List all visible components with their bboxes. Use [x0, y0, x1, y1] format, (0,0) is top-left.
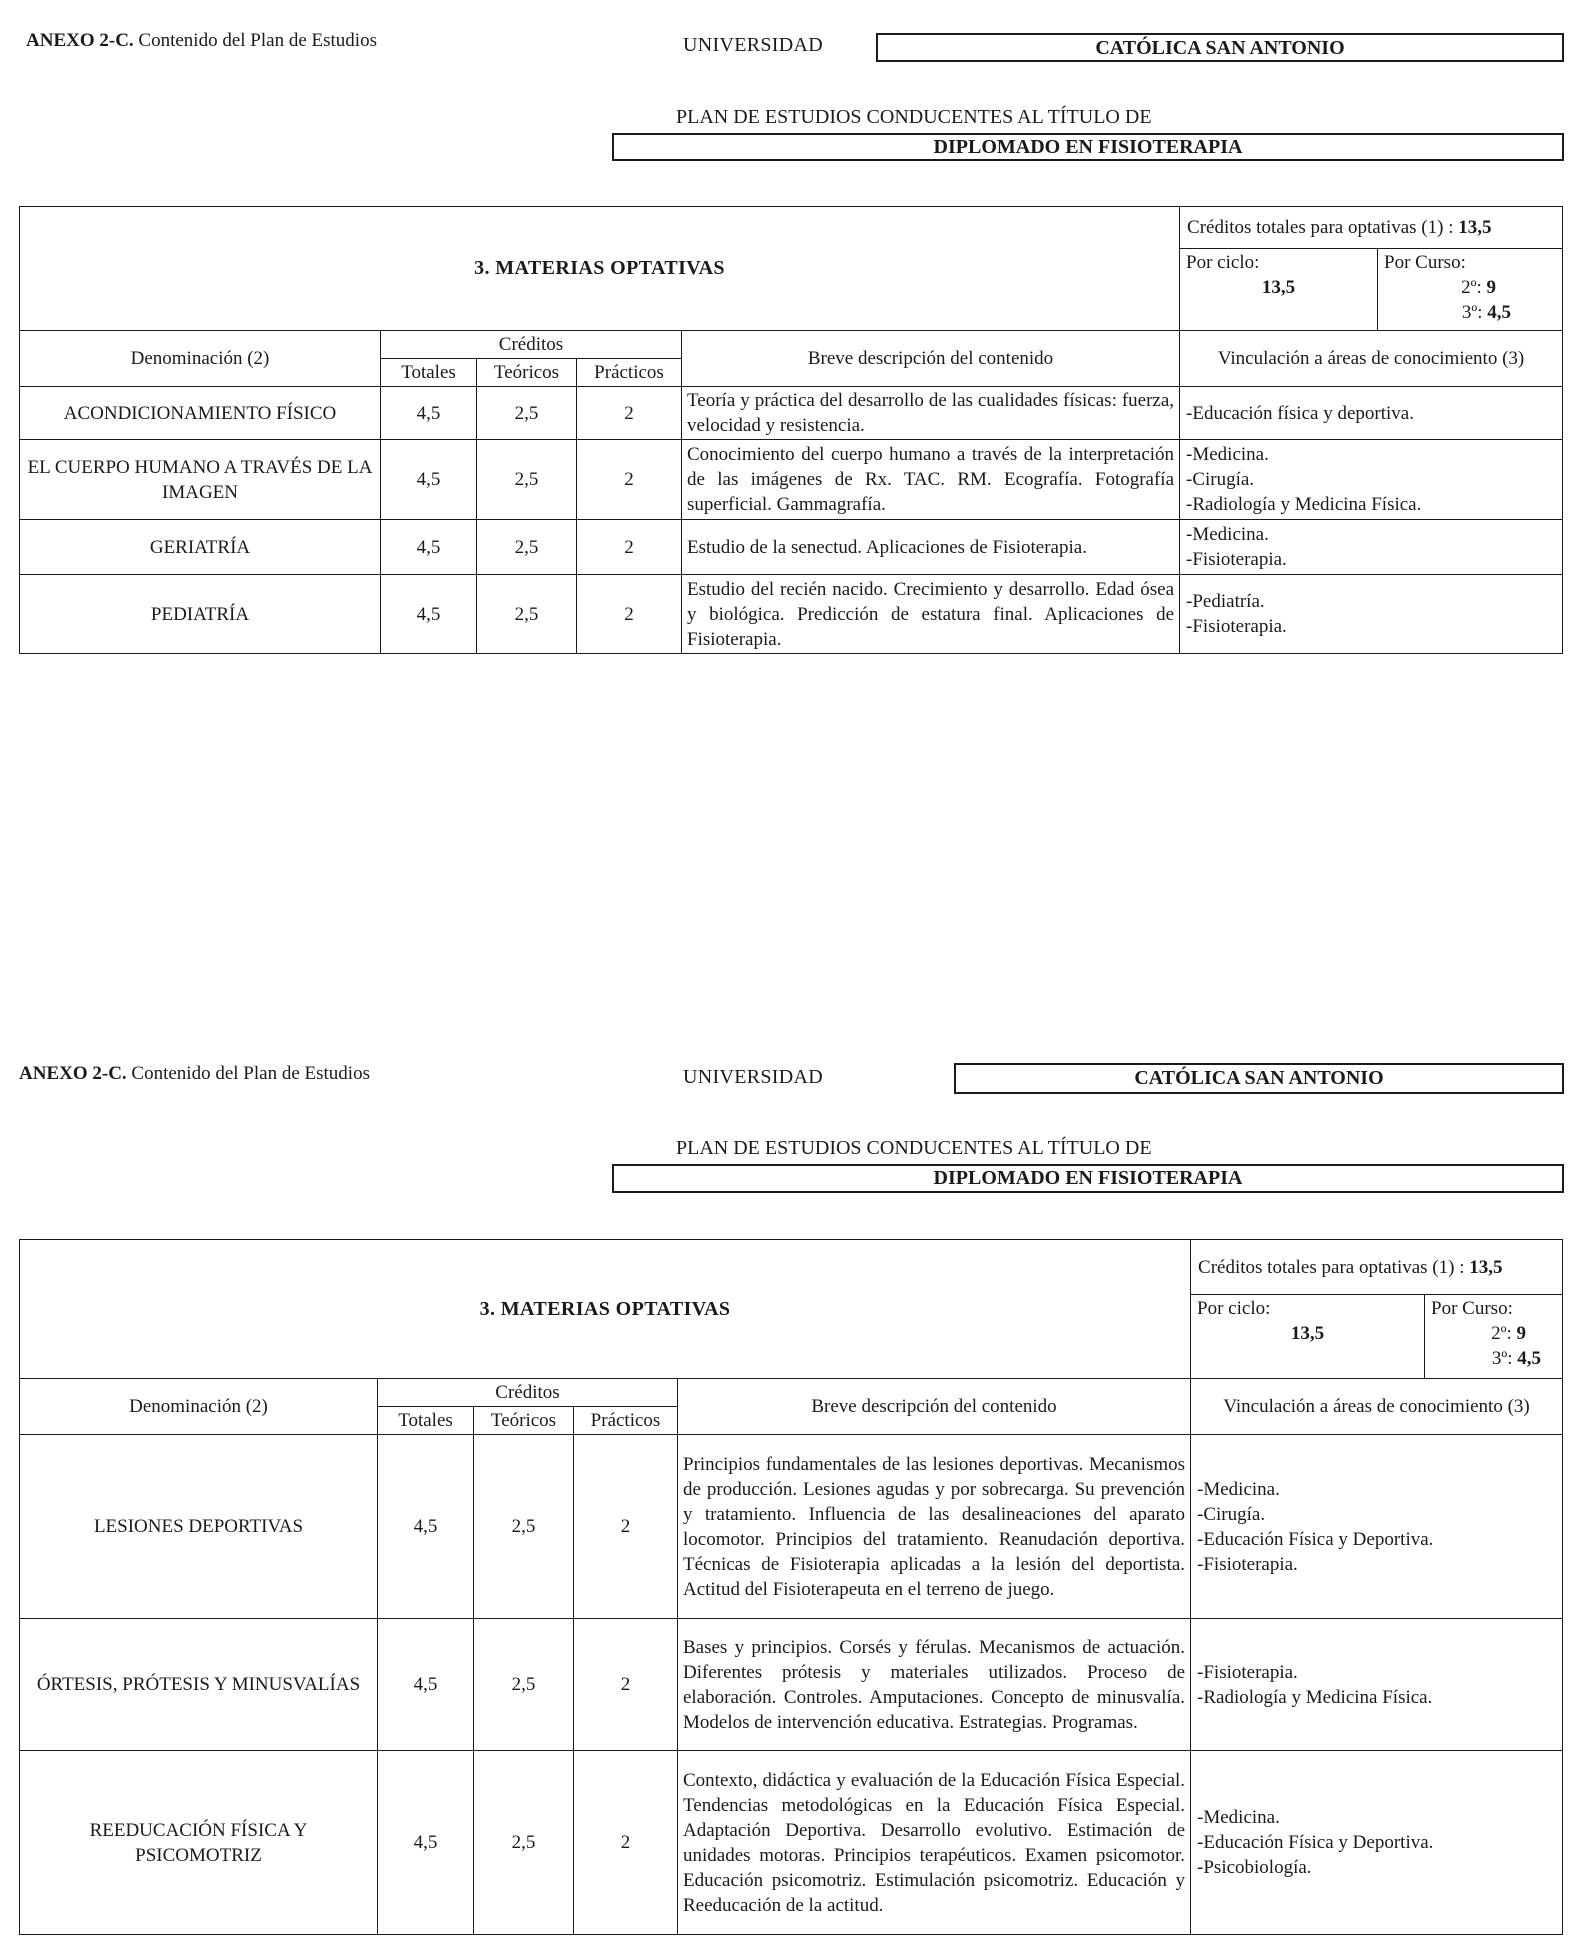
creditos-teoricos-value: 2,5	[474, 1619, 574, 1751]
por-ciclo-cell: Por ciclo: 13,5	[1191, 1295, 1425, 1379]
materia-name: PEDIATRÍA	[20, 575, 381, 654]
por-ciclo-cell: Por ciclo: 13,5	[1180, 249, 1378, 331]
col-descripcion: Breve descripción del contenido	[678, 1379, 1191, 1435]
table-row	[20, 575, 1563, 654]
creditos-practicos-value: 2	[577, 387, 682, 440]
materia-description: Teoría y práctica del desarrollo de las cualidades físicas: fuerza, velocidad y resistencia.	[682, 387, 1180, 440]
materia-description: Estudio de la senectud. Aplicaciones de Fisioterapia.	[682, 520, 1180, 575]
col-creditos: Créditos	[378, 1379, 678, 1407]
table-row	[20, 1619, 1563, 1751]
plan-estudios-line: PLAN DE ESTUDIOS CONDUCENTES AL TÍTULO DE	[676, 1137, 1152, 1159]
materia-description: Contexto, didáctica y evaluación de la Educación Física Especial. Tendencias metodológicas en la Educación Física Especial. Adaptación Deportiva. Desarrollo evolutivo. Estimación de unidades motoras. Principios terapéuticos. Examen psicomotor. Educación psicomotriz. Estimulación psicomotriz. Educación y Reeducación de la actitud.	[678, 1751, 1191, 1935]
materia-name: EL CUERPO HUMANO A TRAVÉS DE LA IMAGEN	[20, 440, 381, 520]
anexo-heading: ANEXO 2-C. Contenido del Plan de Estudios	[26, 30, 377, 51]
table-row	[20, 520, 1563, 575]
creditos-teoricos-value: 2,5	[477, 575, 577, 654]
creditos-practicos-value: 2	[577, 440, 682, 520]
creditos-practicos-value: 2	[574, 1435, 678, 1619]
materia-areas: -Medicina. -Educación Física y Deportiva. -Psicobiología.	[1191, 1751, 1563, 1935]
col-teoricos: Teóricos	[477, 359, 577, 387]
col-practicos: Prácticos	[574, 1407, 678, 1435]
section-title: 3. MATERIAS OPTATIVAS	[20, 207, 1180, 331]
creditos-teoricos-value: 2,5	[474, 1435, 574, 1619]
creditos-totales-value: 4,5	[381, 387, 477, 440]
creditos-totales-value: 4,5	[381, 440, 477, 520]
creditos-teoricos-value: 2,5	[477, 440, 577, 520]
materia-areas: -Fisioterapia. -Radiología y Medicina Física.	[1191, 1619, 1563, 1751]
creditos-practicos-value: 2	[577, 520, 682, 575]
creditos-practicos-value: 2	[574, 1751, 678, 1935]
creditos-teoricos-value: 2,5	[474, 1751, 574, 1935]
materia-areas: -Medicina. -Cirugía. -Radiología y Medicina Física.	[1180, 440, 1563, 520]
creditos-totales-value: 4,5	[381, 520, 477, 575]
creditos-totales-value: 4,5	[378, 1751, 474, 1935]
materias-optativas-table	[19, 206, 1563, 654]
col-denominacion: Denominación (2)	[20, 331, 381, 387]
materia-description: Conocimiento del cuerpo humano a través de la interpretación de las imágenes de Rx. TAC. RM. Ecografía. Fotografía superficial. Gammagrafía.	[682, 440, 1180, 520]
creditos-teoricos-value: 2,5	[477, 520, 577, 575]
materia-name: REEDUCACIÓN FÍSICA Y PSICOMOTRIZ	[20, 1751, 378, 1935]
col-totales: Totales	[378, 1407, 474, 1435]
materia-description: Estudio del recién nacido. Crecimiento y desarrollo. Edad ósea y biológica. Predicción de estatura final. Aplicaciones de Fisioterapia.	[682, 575, 1180, 654]
universidad-label: UNIVERSIDAD	[683, 1066, 823, 1088]
materia-name: GERIATRÍA	[20, 520, 381, 575]
table-row	[20, 1751, 1563, 1935]
col-vinculacion: Vinculación a áreas de conocimiento (3)	[1191, 1379, 1563, 1435]
section-title: 3. MATERIAS OPTATIVAS	[20, 1240, 1191, 1379]
document-page-1	[0, 0, 1593, 760]
materia-name: ACONDICIONAMIENTO FÍSICO	[20, 387, 381, 440]
creditos-totales: Créditos totales para optativas (1) : 13,5	[1180, 207, 1563, 249]
col-denominacion: Denominación (2)	[20, 1379, 378, 1435]
materia-description: Principios fundamentales de las lesiones deportivas. Mecanismos de producción. Lesiones agudas y por sobrecarga. Su prevención y tratamiento. Influencia de las desalineaciones del aparato locomotor. Principios del tratamiento. Reanudación deportiva. Técnicas de Fisioterapia aplicadas a la lesión del deportista. Actitud del Fisioterapeuta en el terreno de juego.	[678, 1435, 1191, 1619]
creditos-totales: Créditos totales para optativas (1) : 13,5	[1191, 1240, 1563, 1295]
universidad-label: UNIVERSIDAD	[683, 34, 823, 56]
col-creditos: Créditos	[381, 331, 682, 359]
materia-areas: -Pediatría. -Fisioterapia.	[1180, 575, 1563, 654]
anexo-heading: ANEXO 2-C. Contenido del Plan de Estudios	[19, 1063, 370, 1084]
titulo-box: DIPLOMADO EN FISIOTERAPIA	[612, 1164, 1564, 1193]
materia-name: LESIONES DEPORTIVAS	[20, 1435, 378, 1619]
materia-areas: -Medicina. -Fisioterapia.	[1180, 520, 1563, 575]
col-descripcion: Breve descripción del contenido	[682, 331, 1180, 387]
plan-estudios-line: PLAN DE ESTUDIOS CONDUCENTES AL TÍTULO DE	[676, 106, 1152, 128]
creditos-totales-value: 4,5	[378, 1619, 474, 1751]
por-curso-cell: Por Curso: 2º: 9 3º: 4,5	[1425, 1295, 1563, 1379]
table-row	[20, 440, 1563, 520]
creditos-teoricos-value: 2,5	[477, 387, 577, 440]
materia-areas: -Educación física y deportiva.	[1180, 387, 1563, 440]
materia-areas: -Medicina. -Cirugía. -Educación Física y Deportiva. -Fisioterapia.	[1191, 1435, 1563, 1619]
creditos-practicos-value: 2	[577, 575, 682, 654]
titulo-box: DIPLOMADO EN FISIOTERAPIA	[612, 133, 1564, 161]
table-row	[20, 1435, 1563, 1619]
creditos-totales-value: 4,5	[378, 1435, 474, 1619]
universidad-name-box: CATÓLICA SAN ANTONIO	[954, 1063, 1564, 1094]
universidad-name-box: CATÓLICA SAN ANTONIO	[876, 33, 1564, 62]
col-teoricos: Teóricos	[474, 1407, 574, 1435]
creditos-totales-value: 4,5	[381, 575, 477, 654]
por-curso-cell: Por Curso: 2º: 9 3º: 4,5	[1378, 249, 1563, 331]
materia-description: Bases y principios. Corsés y férulas. Mecanismos de actuación. Diferentes prótesis y materiales utilizados. Proceso de elaboración. Controles. Amputaciones. Concepto de minusvalía. Modelos de intervención educativa. Estrategias. Programas.	[678, 1619, 1191, 1751]
document-page-2	[0, 1030, 1593, 1959]
col-practicos: Prácticos	[577, 359, 682, 387]
materia-name: ÓRTESIS, PRÓTESIS Y MINUSVALÍAS	[20, 1619, 378, 1751]
table-row	[20, 387, 1563, 440]
creditos-practicos-value: 2	[574, 1619, 678, 1751]
materias-optativas-table	[19, 1239, 1563, 1935]
col-totales: Totales	[381, 359, 477, 387]
col-vinculacion: Vinculación a áreas de conocimiento (3)	[1180, 331, 1563, 387]
